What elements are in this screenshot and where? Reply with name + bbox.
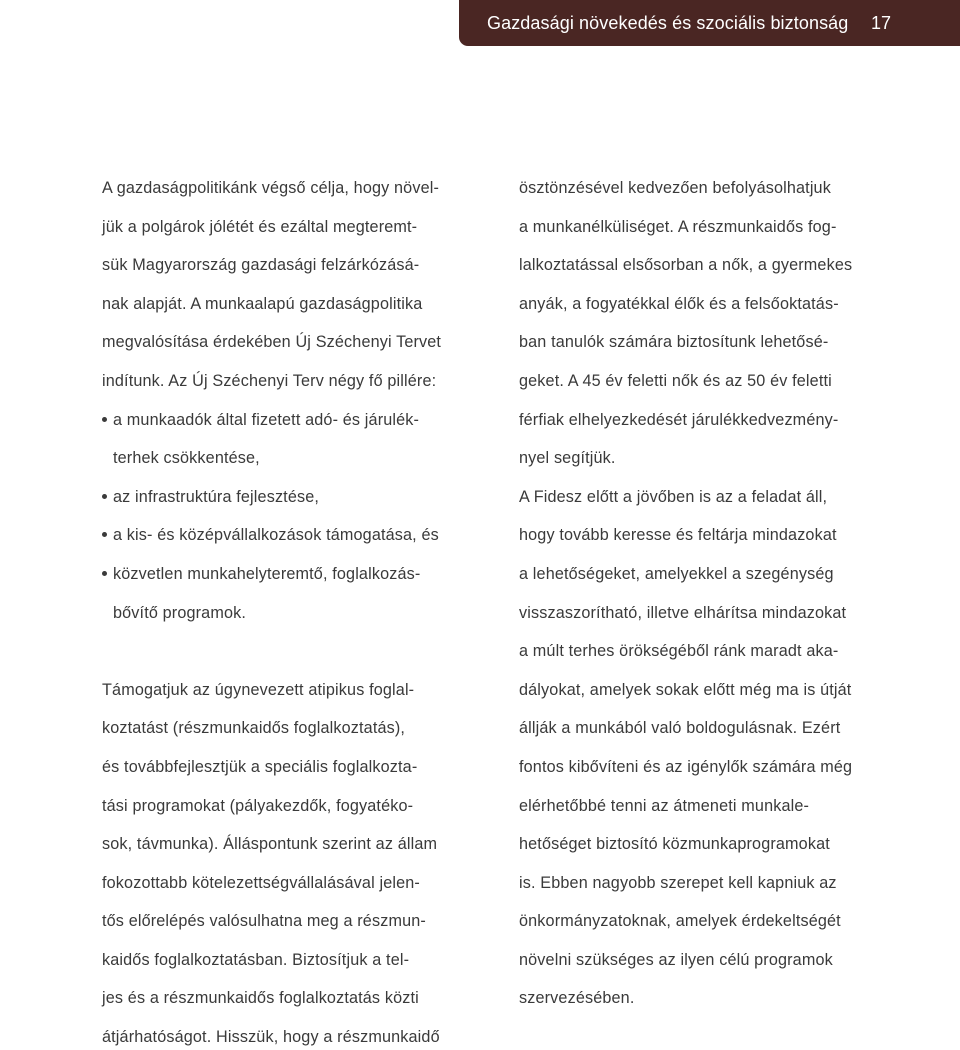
- text-line: férfiak elhelyezkedését járulékkedvezmény-: [519, 410, 839, 429]
- text-line: indítunk. Az Új Széchenyi Terv négy fő pillére:: [102, 371, 437, 390]
- text-line: ban tanulók számára biztosítunk lehetősé-: [519, 333, 829, 352]
- text-line: sük Magyarország gazdasági felzárkózásá-: [102, 256, 420, 275]
- text-line: önkormányzatoknak, amelyek érdekeltségét: [519, 912, 841, 931]
- list-item: [102, 516, 441, 555]
- text-line: visszaszorítható, illetve elhárítsa mindazokat: [519, 603, 847, 622]
- text-line: jük a polgárok jólétét és ezáltal megteremt-: [102, 217, 418, 236]
- text-line: dályokat, amelyek sokak előtt még ma is útját: [519, 680, 852, 699]
- text-line: nyel segítjük.: [519, 449, 616, 468]
- list-item-text: közvetlen munkahelyteremtő, foglalkozás-: [113, 564, 421, 583]
- text-line: A gazdaságpolitikánk végső célja, hogy növel-: [102, 179, 440, 197]
- text-line: hogy tovább keresse és feltárja mindazokat: [519, 526, 837, 545]
- list-item-text: a munkaadók által fizetett adó- és járulék-: [113, 410, 420, 429]
- list-item-text: az infrastruktúra fejlesztése,: [113, 487, 320, 506]
- text-line: hetőséget biztosító közmunkaprogramokat: [519, 835, 830, 854]
- pillar-list: [102, 401, 441, 633]
- text-line: szervezésében.: [519, 989, 635, 1008]
- text-line: Támogatjuk az úgynevezett atipikus foglal-: [102, 680, 415, 699]
- text-line: növelni szükséges az ilyen célú programok: [519, 950, 833, 969]
- running-header: [459, 0, 960, 46]
- list-item: [102, 478, 441, 517]
- text-line: a lehetőségeket, amelyekkel a szegénység: [519, 564, 834, 583]
- text-line: nak alapját. A munkaalapú gazdaságpolitika: [102, 294, 423, 313]
- text-line: a múlt terhes örökségéből ránk maradt aka-: [519, 642, 839, 661]
- list-item: [102, 401, 441, 478]
- text-line: megvalósítása érdekében Új Széchenyi Tervet: [102, 333, 442, 352]
- text-line: elérhetőbbé tenni az átmeneti munkale-: [519, 796, 810, 815]
- text-line: átjárhatóságot. Hisszük, hogy a részmunkaidő: [102, 1028, 440, 1047]
- text-line: sok, távmunka). Álláspontunk szerint az állam: [102, 835, 438, 854]
- text-line: kaidős foglalkoztatásban. Biztosítjuk a tel-: [102, 950, 410, 969]
- part-time-paragraph: [519, 169, 852, 478]
- text-line: is. Ebben nagyobb szerepet kell kapniuk az: [519, 873, 837, 892]
- atypical-employment-paragraph: [102, 671, 441, 1050]
- running-header-title: Gazdasági növekedés és szociális biztonság: [487, 13, 849, 33]
- text-line: tős előrelépés valósulhatna meg a részmun-: [102, 912, 426, 931]
- list-item-text: bővítő programok.: [113, 603, 247, 622]
- list-item: [102, 555, 441, 632]
- bullet-icon: [102, 571, 107, 576]
- text-line: koztatást (részmunkaidős foglalkoztatás),: [102, 719, 406, 738]
- text-line: geket. A 45 év feletti nők és az 50 év feletti: [519, 371, 832, 390]
- intro-paragraph: [102, 169, 441, 401]
- text-line: fontos kibővíteni és az igénylők számára még: [519, 757, 853, 776]
- text-line: lalkoztatással elsősorban a nők, a gyermekes: [519, 256, 853, 275]
- text-line: a munkanélküliséget. A részmunkaidős fog-: [519, 217, 837, 236]
- text-line: fokozottabb kötelezettségvállalásával jelen-: [102, 873, 420, 892]
- text-line: A Fidesz előtt a jövőben is az a feladat áll,: [519, 487, 828, 506]
- list-item-text: a kis- és középvállalkozások támogatása, és: [113, 526, 439, 545]
- bullet-icon: [102, 417, 107, 422]
- text-line: jes és a részmunkaidős foglalkoztatás közti: [102, 989, 419, 1008]
- list-item-text: terhek csökkentése,: [113, 449, 260, 468]
- page-number: 17: [871, 13, 892, 33]
- paragraph-gap: [102, 632, 441, 671]
- bullet-icon: [102, 494, 107, 499]
- left-column: [102, 169, 441, 1050]
- fidesz-task-paragraph: [519, 478, 852, 1018]
- text-line: és továbbfejlesztjük a speciális foglalkozta-: [102, 757, 418, 776]
- bullet-icon: [102, 532, 107, 537]
- text-line: állják a munkából való boldogulásnak. Ezért: [519, 719, 841, 738]
- text-line: anyák, a fogyatékkal élők és a felsőoktatás-: [519, 294, 839, 313]
- text-line: ösztönzésével kedvezően befolyásolhatjuk: [519, 179, 831, 197]
- text-line: tási programokat (pályakezdők, fogyatéko-: [102, 796, 414, 815]
- right-column: [519, 169, 852, 1018]
